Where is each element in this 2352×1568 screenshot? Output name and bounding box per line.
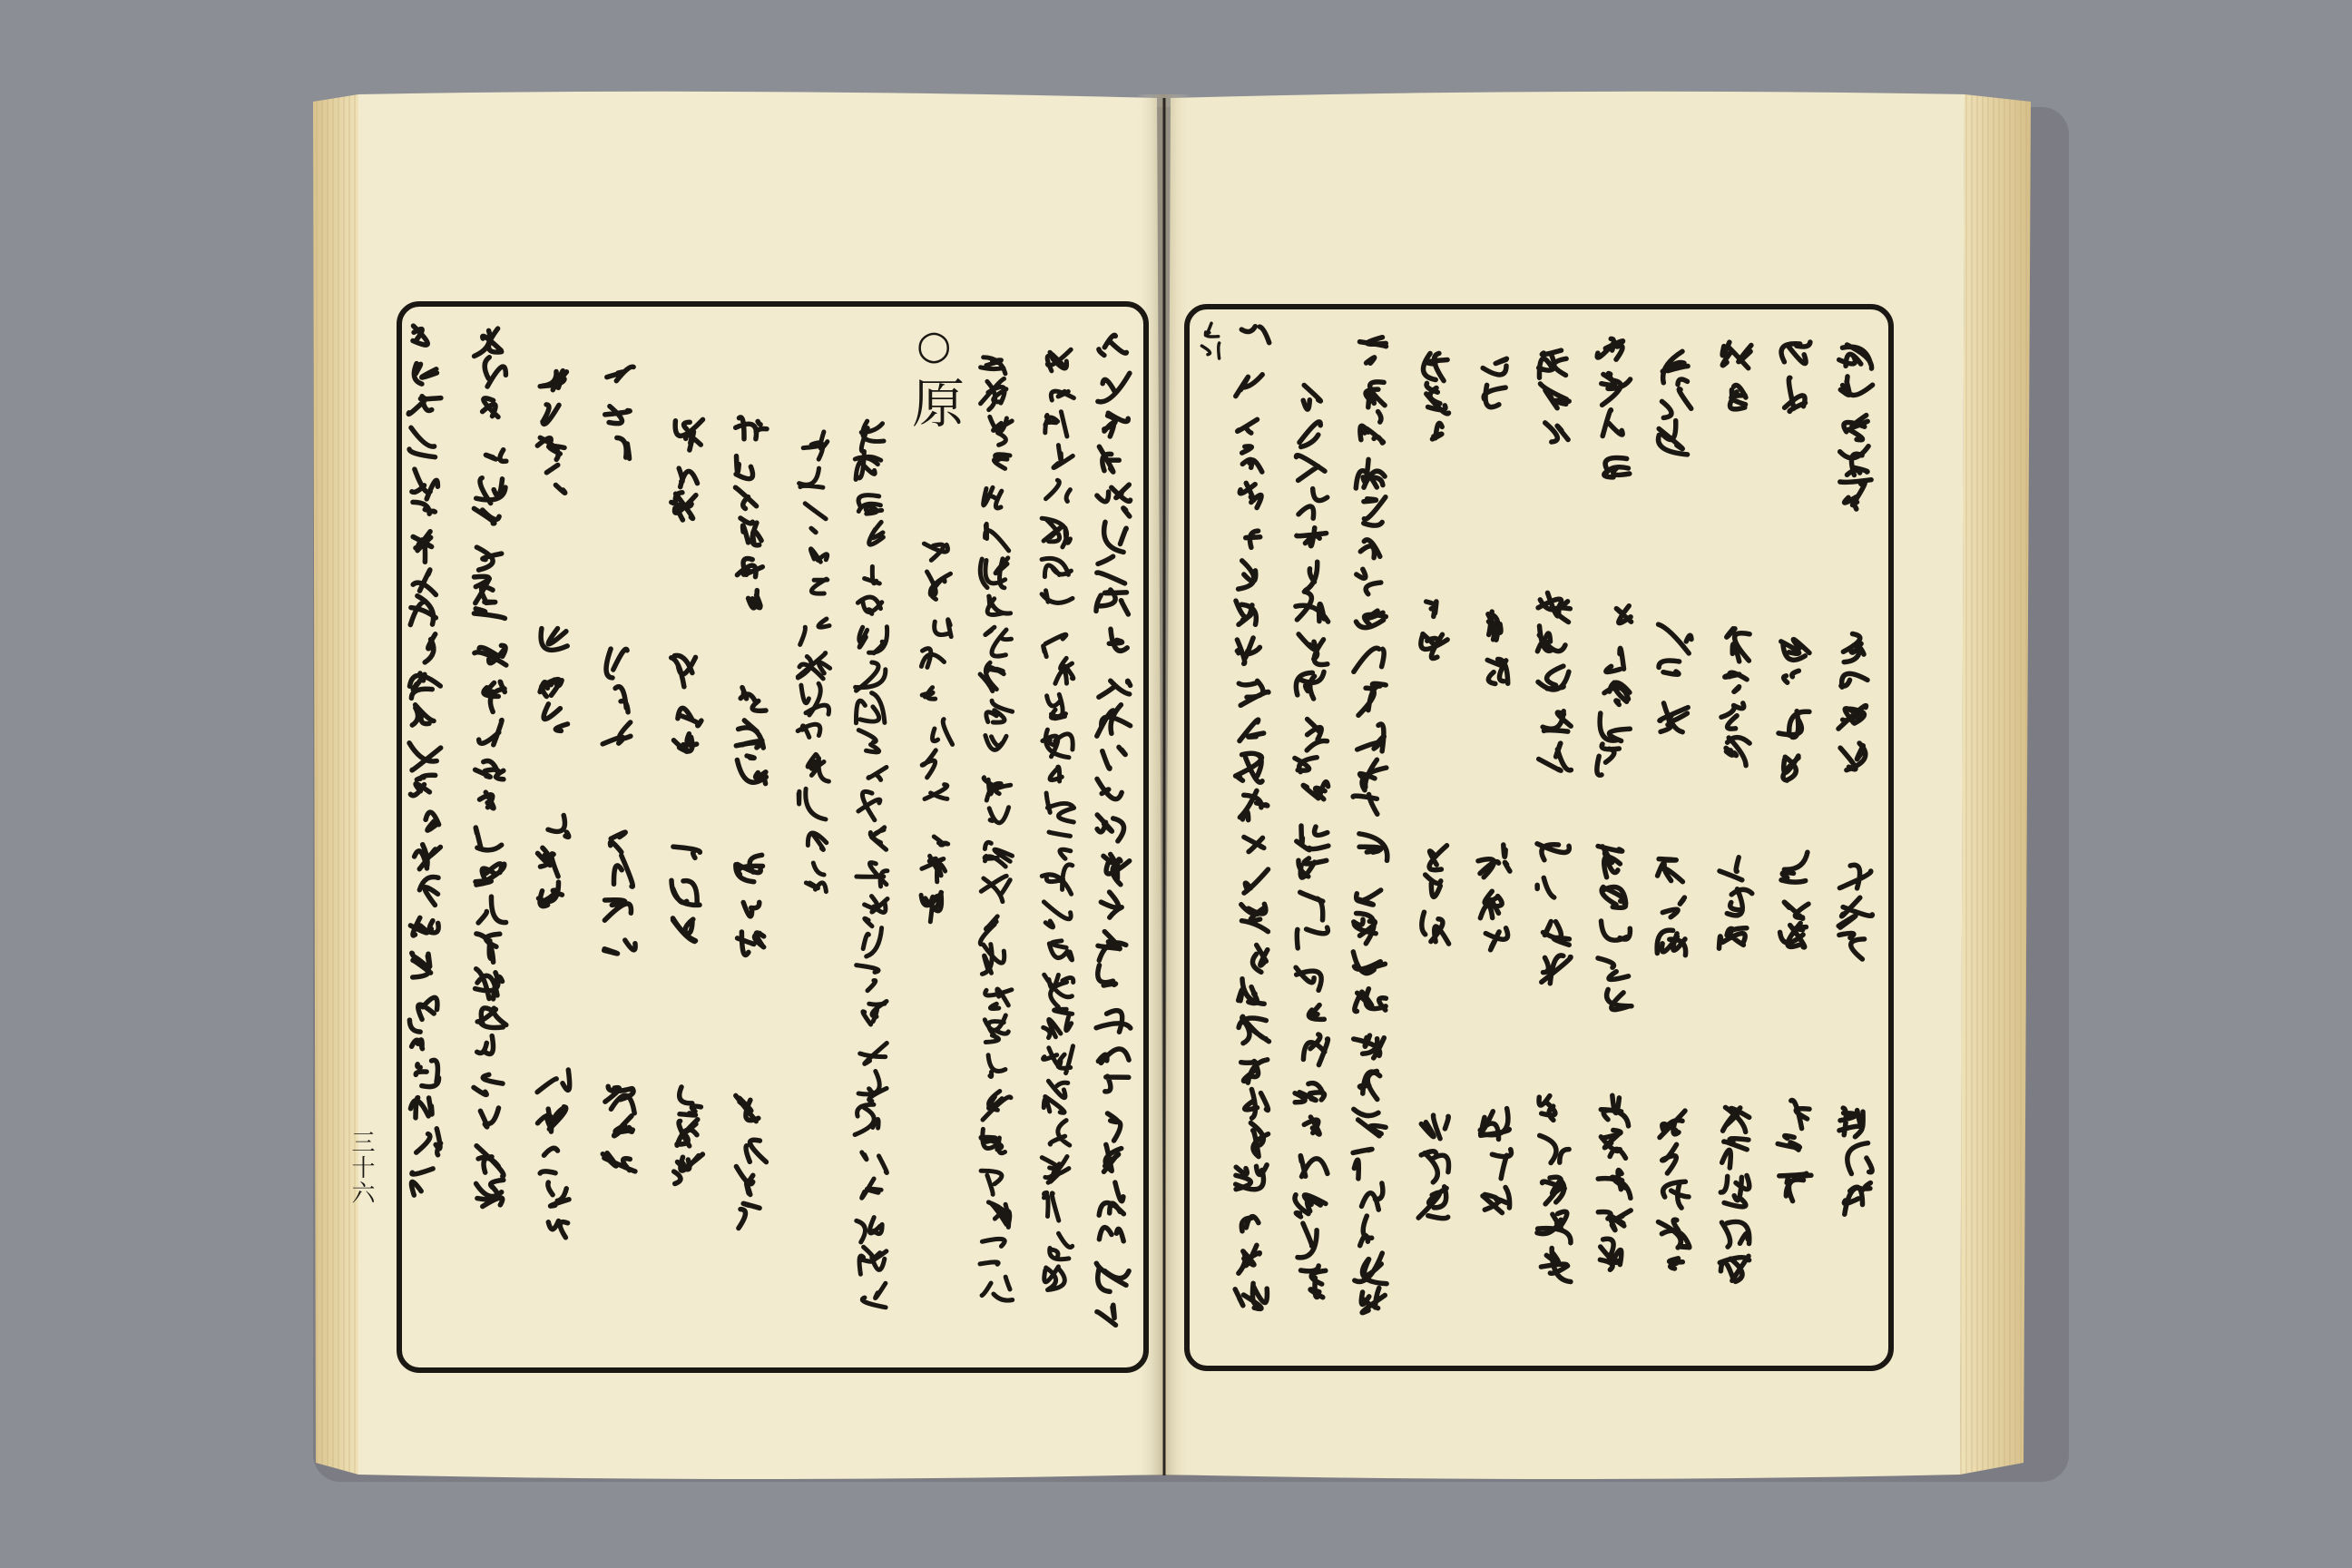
right-page [1164, 92, 1965, 1479]
book [313, 92, 2031, 1479]
section-mark: ○ [916, 322, 952, 368]
page-number: 三十六 [348, 1130, 375, 1206]
section-heading: 原 [912, 373, 965, 435]
